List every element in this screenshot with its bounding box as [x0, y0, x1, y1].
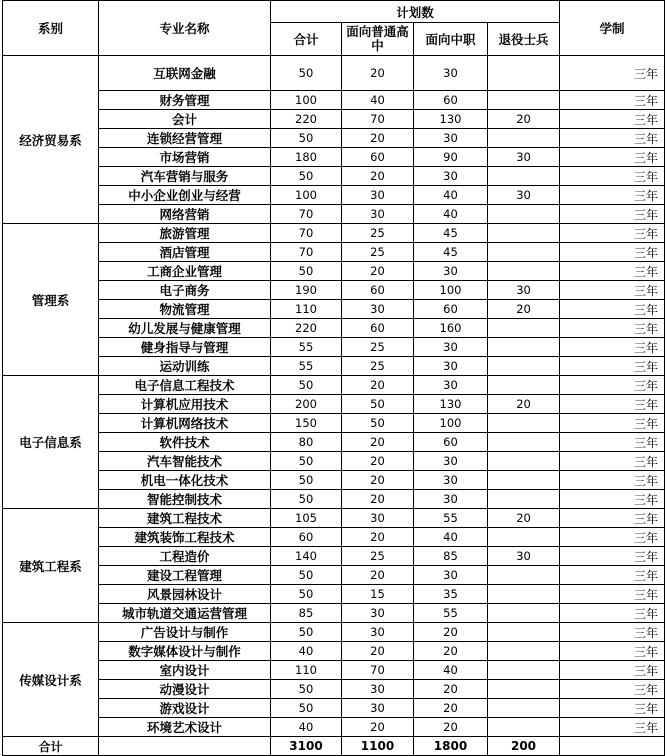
- plan-general: 40: [342, 91, 414, 110]
- table-row: [3, 262, 665, 281]
- plan-general: 60: [342, 319, 414, 338]
- total-general: 1100: [342, 737, 414, 756]
- total-sum: 3100: [271, 737, 342, 756]
- plan-veteran: 30: [488, 547, 560, 566]
- plan-veteran: [488, 91, 560, 110]
- plan-veteran: [488, 319, 560, 338]
- duration: 三年: [560, 718, 665, 737]
- table-row: [3, 395, 665, 414]
- total-row: [3, 737, 665, 756]
- plan-general: 30: [342, 186, 414, 205]
- plan-total: 105: [271, 509, 342, 528]
- duration: 三年: [560, 452, 665, 471]
- plan-veteran: [488, 528, 560, 547]
- duration: 三年: [560, 129, 665, 148]
- plan-total: 190: [271, 281, 342, 300]
- plan-vocational: 30: [414, 376, 488, 395]
- plan-total: 60: [271, 528, 342, 547]
- duration: 三年: [560, 604, 665, 623]
- duration: 三年: [560, 642, 665, 661]
- plan-general: 20: [342, 56, 414, 91]
- plan-veteran: [488, 243, 560, 262]
- duration: 三年: [560, 224, 665, 243]
- plan-total: 85: [271, 604, 342, 623]
- table-row: [3, 509, 665, 528]
- plan-vocational: 160: [414, 319, 488, 338]
- duration: 三年: [560, 414, 665, 433]
- table-row: [3, 642, 665, 661]
- header-vocational: 面向中职: [414, 23, 488, 56]
- plan-veteran: 20: [488, 110, 560, 129]
- plan-general: 20: [342, 471, 414, 490]
- header-dept: 系别: [3, 1, 99, 56]
- plan-veteran: [488, 338, 560, 357]
- duration: 三年: [560, 509, 665, 528]
- major-name: 会计: [99, 110, 271, 129]
- plan-total: 50: [271, 623, 342, 642]
- duration: 三年: [560, 680, 665, 699]
- plan-vocational: 45: [414, 243, 488, 262]
- plan-vocational: 30: [414, 452, 488, 471]
- plan-total: 80: [271, 433, 342, 452]
- plan-vocational: 30: [414, 566, 488, 585]
- dept-name: 传媒设计系: [3, 623, 99, 737]
- plan-vocational: 60: [414, 433, 488, 452]
- plan-vocational: 30: [414, 490, 488, 509]
- plan-general: 20: [342, 129, 414, 148]
- duration: 三年: [560, 281, 665, 300]
- plan-vocational: 40: [414, 205, 488, 224]
- plan-general: 20: [342, 433, 414, 452]
- table-row: [3, 281, 665, 300]
- header-duration: 学制: [560, 1, 665, 56]
- table-row: [3, 300, 665, 319]
- plan-total: 100: [271, 91, 342, 110]
- plan-general: 20: [342, 167, 414, 186]
- plan-vocational: 35: [414, 585, 488, 604]
- plan-total: 55: [271, 357, 342, 376]
- enrollment-plan-table: [2, 0, 665, 756]
- header-plan: 计划数: [271, 1, 560, 23]
- duration: 三年: [560, 110, 665, 129]
- duration: 三年: [560, 528, 665, 547]
- plan-total: 220: [271, 110, 342, 129]
- plan-vocational: 130: [414, 395, 488, 414]
- table-row: [3, 319, 665, 338]
- plan-total: 110: [271, 661, 342, 680]
- table-row: [3, 414, 665, 433]
- plan-general: 30: [342, 509, 414, 528]
- duration: 三年: [560, 205, 665, 224]
- plan-veteran: [488, 167, 560, 186]
- major-name: 环境艺术设计: [99, 718, 271, 737]
- major-name: 风景园林设计: [99, 585, 271, 604]
- table-row: [3, 661, 665, 680]
- plan-vocational: 20: [414, 718, 488, 737]
- table-row: [3, 433, 665, 452]
- plan-vocational: 30: [414, 167, 488, 186]
- major-name: 建设工程管理: [99, 566, 271, 585]
- plan-total: 200: [271, 395, 342, 414]
- plan-vocational: 30: [414, 338, 488, 357]
- plan-vocational: 55: [414, 509, 488, 528]
- table-row: [3, 167, 665, 186]
- plan-general: 25: [342, 357, 414, 376]
- plan-total: 50: [271, 129, 342, 148]
- plan-general: 30: [342, 623, 414, 642]
- duration: 三年: [560, 91, 665, 110]
- plan-total: 50: [271, 262, 342, 281]
- plan-general: 20: [342, 642, 414, 661]
- duration: 三年: [560, 357, 665, 376]
- table-row: [3, 357, 665, 376]
- duration: 三年: [560, 338, 665, 357]
- plan-veteran: 20: [488, 509, 560, 528]
- plan-total: 70: [271, 243, 342, 262]
- major-name: 财务管理: [99, 91, 271, 110]
- table-row: [3, 604, 665, 623]
- plan-total: 55: [271, 338, 342, 357]
- duration: 三年: [560, 148, 665, 167]
- plan-vocational: 40: [414, 528, 488, 547]
- duration: 三年: [560, 167, 665, 186]
- plan-veteran: [488, 661, 560, 680]
- table-row: [3, 224, 665, 243]
- empty-cell: [99, 737, 271, 756]
- plan-general: 15: [342, 585, 414, 604]
- plan-total: 180: [271, 148, 342, 167]
- plan-vocational: 85: [414, 547, 488, 566]
- duration: 三年: [560, 395, 665, 414]
- table-row: [3, 699, 665, 718]
- major-name: 计算机应用技术: [99, 395, 271, 414]
- plan-general: 20: [342, 566, 414, 585]
- plan-total: 150: [271, 414, 342, 433]
- total-veteran: 200: [488, 737, 560, 756]
- duration: 三年: [560, 319, 665, 338]
- plan-veteran: [488, 718, 560, 737]
- plan-veteran: [488, 471, 560, 490]
- major-name: 广告设计与制作: [99, 623, 271, 642]
- dept-name: 建筑工程系: [3, 509, 99, 623]
- plan-total: 50: [271, 471, 342, 490]
- plan-total: 50: [271, 167, 342, 186]
- plan-total: 50: [271, 490, 342, 509]
- plan-vocational: 100: [414, 281, 488, 300]
- dept-name: 管理系: [3, 224, 99, 376]
- plan-vocational: 90: [414, 148, 488, 167]
- duration: 三年: [560, 376, 665, 395]
- plan-general: 25: [342, 224, 414, 243]
- plan-general: 30: [342, 604, 414, 623]
- dept-name: 电子信息系: [3, 376, 99, 509]
- plan-vocational: 60: [414, 300, 488, 319]
- table-row: [3, 585, 665, 604]
- plan-veteran: 30: [488, 148, 560, 167]
- major-name: 计算机网络技术: [99, 414, 271, 433]
- major-name: 酒店管理: [99, 243, 271, 262]
- major-name: 中小企业创业与经营: [99, 186, 271, 205]
- table-row: [3, 338, 665, 357]
- plan-vocational: 30: [414, 129, 488, 148]
- plan-vocational: 20: [414, 642, 488, 661]
- plan-total: 110: [271, 300, 342, 319]
- plan-vocational: 30: [414, 56, 488, 91]
- table-row: [3, 680, 665, 699]
- plan-veteran: [488, 433, 560, 452]
- plan-vocational: 20: [414, 680, 488, 699]
- duration: 三年: [560, 566, 665, 585]
- major-name: 室内设计: [99, 661, 271, 680]
- plan-general: 20: [342, 262, 414, 281]
- table-row: [3, 547, 665, 566]
- table-row: [3, 718, 665, 737]
- plan-total: 40: [271, 642, 342, 661]
- table-row: [3, 566, 665, 585]
- total-vocational: 1800: [414, 737, 488, 756]
- plan-vocational: 60: [414, 91, 488, 110]
- major-name: 电子商务: [99, 281, 271, 300]
- major-name: 运动训练: [99, 357, 271, 376]
- table-row: [3, 471, 665, 490]
- plan-total: 50: [271, 699, 342, 718]
- major-name: 物流管理: [99, 300, 271, 319]
- plan-total: 70: [271, 205, 342, 224]
- plan-veteran: [488, 699, 560, 718]
- plan-veteran: [488, 490, 560, 509]
- plan-veteran: 30: [488, 186, 560, 205]
- major-name: 互联网金融: [99, 56, 271, 91]
- header-total: 合计: [271, 23, 342, 56]
- major-name: 汽车营销与服务: [99, 167, 271, 186]
- plan-veteran: 30: [488, 281, 560, 300]
- plan-general: 30: [342, 699, 414, 718]
- plan-general: 50: [342, 414, 414, 433]
- table-row: [3, 91, 665, 110]
- table-row: [3, 148, 665, 167]
- major-name: 连锁经营管理: [99, 129, 271, 148]
- table-row: [3, 205, 665, 224]
- plan-general: 30: [342, 680, 414, 699]
- plan-general: 20: [342, 718, 414, 737]
- major-name: 智能控制技术: [99, 490, 271, 509]
- duration: 三年: [560, 186, 665, 205]
- plan-veteran: [488, 56, 560, 91]
- plan-veteran: [488, 623, 560, 642]
- plan-general: 20: [342, 452, 414, 471]
- major-name: 工程造价: [99, 547, 271, 566]
- major-name: 城市轨道交通运营管理: [99, 604, 271, 623]
- plan-vocational: 30: [414, 471, 488, 490]
- plan-general: 25: [342, 338, 414, 357]
- plan-general: 60: [342, 148, 414, 167]
- plan-general: 20: [342, 490, 414, 509]
- plan-total: 50: [271, 452, 342, 471]
- total-label: 合计: [3, 737, 99, 756]
- plan-total: 100: [271, 186, 342, 205]
- plan-veteran: [488, 680, 560, 699]
- table-row: [3, 129, 665, 148]
- plan-total: 70: [271, 224, 342, 243]
- plan-veteran: [488, 129, 560, 148]
- duration: 三年: [560, 490, 665, 509]
- plan-total: 50: [271, 566, 342, 585]
- table-row: [3, 56, 665, 91]
- plan-general: 70: [342, 661, 414, 680]
- duration: 三年: [560, 661, 665, 680]
- plan-vocational: 100: [414, 414, 488, 433]
- table-body: [3, 56, 665, 756]
- plan-veteran: [488, 205, 560, 224]
- major-name: 网络营销: [99, 205, 271, 224]
- duration: 三年: [560, 585, 665, 604]
- duration: 三年: [560, 547, 665, 566]
- major-name: 数字媒体设计与制作: [99, 642, 271, 661]
- table-row: [3, 623, 665, 642]
- plan-general: 70: [342, 110, 414, 129]
- duration: 三年: [560, 262, 665, 281]
- duration: 三年: [560, 300, 665, 319]
- plan-general: 25: [342, 547, 414, 566]
- plan-veteran: [488, 585, 560, 604]
- header-veteran: 退役士兵: [488, 23, 560, 56]
- plan-general: 50: [342, 395, 414, 414]
- plan-general: 25: [342, 243, 414, 262]
- major-name: 工商企业管理: [99, 262, 271, 281]
- plan-general: 30: [342, 205, 414, 224]
- major-name: 机电一体化技术: [99, 471, 271, 490]
- major-name: 建筑装饰工程技术: [99, 528, 271, 547]
- plan-veteran: [488, 262, 560, 281]
- table-row: [3, 110, 665, 129]
- plan-vocational: 20: [414, 623, 488, 642]
- plan-veteran: [488, 452, 560, 471]
- major-name: 软件技术: [99, 433, 271, 452]
- empty-cell: [560, 737, 665, 756]
- duration: 三年: [560, 699, 665, 718]
- plan-total: 50: [271, 585, 342, 604]
- major-name: 动漫设计: [99, 680, 271, 699]
- plan-veteran: [488, 376, 560, 395]
- plan-veteran: [488, 566, 560, 585]
- plan-veteran: [488, 604, 560, 623]
- plan-general: 30: [342, 300, 414, 319]
- plan-general: 20: [342, 376, 414, 395]
- table-row: [3, 490, 665, 509]
- major-name: 游戏设计: [99, 699, 271, 718]
- plan-vocational: 130: [414, 110, 488, 129]
- plan-total: 50: [271, 680, 342, 699]
- major-name: 幼儿发展与健康管理: [99, 319, 271, 338]
- duration: 三年: [560, 56, 665, 91]
- plan-vocational: 20: [414, 699, 488, 718]
- table-row: [3, 186, 665, 205]
- table-row: [3, 452, 665, 471]
- table-row: [3, 243, 665, 262]
- header-general: 面向普通高中: [342, 23, 414, 56]
- plan-veteran: [488, 642, 560, 661]
- plan-vocational: 55: [414, 604, 488, 623]
- duration: 三年: [560, 623, 665, 642]
- major-name: 健身指导与管理: [99, 338, 271, 357]
- plan-total: 50: [271, 376, 342, 395]
- major-name: 建筑工程技术: [99, 509, 271, 528]
- table-row: [3, 528, 665, 547]
- duration: 三年: [560, 433, 665, 452]
- plan-vocational: 40: [414, 661, 488, 680]
- duration: 三年: [560, 471, 665, 490]
- plan-vocational: 40: [414, 186, 488, 205]
- plan-veteran: 20: [488, 300, 560, 319]
- plan-total: 220: [271, 319, 342, 338]
- major-name: 旅游管理: [99, 224, 271, 243]
- duration: 三年: [560, 243, 665, 262]
- plan-veteran: 20: [488, 395, 560, 414]
- plan-vocational: 30: [414, 262, 488, 281]
- dept-name: 经济贸易系: [3, 56, 99, 224]
- major-name: 市场营销: [99, 148, 271, 167]
- major-name: 汽车智能技术: [99, 452, 271, 471]
- plan-general: 20: [342, 528, 414, 547]
- plan-total: 140: [271, 547, 342, 566]
- plan-vocational: 30: [414, 357, 488, 376]
- header-major: 专业名称: [99, 1, 271, 56]
- plan-general: 60: [342, 281, 414, 300]
- plan-veteran: [488, 224, 560, 243]
- plan-total: 40: [271, 718, 342, 737]
- plan-veteran: [488, 357, 560, 376]
- plan-veteran: [488, 414, 560, 433]
- table-row: [3, 376, 665, 395]
- plan-total: 50: [271, 56, 342, 91]
- major-name: 电子信息工程技术: [99, 376, 271, 395]
- plan-vocational: 45: [414, 224, 488, 243]
